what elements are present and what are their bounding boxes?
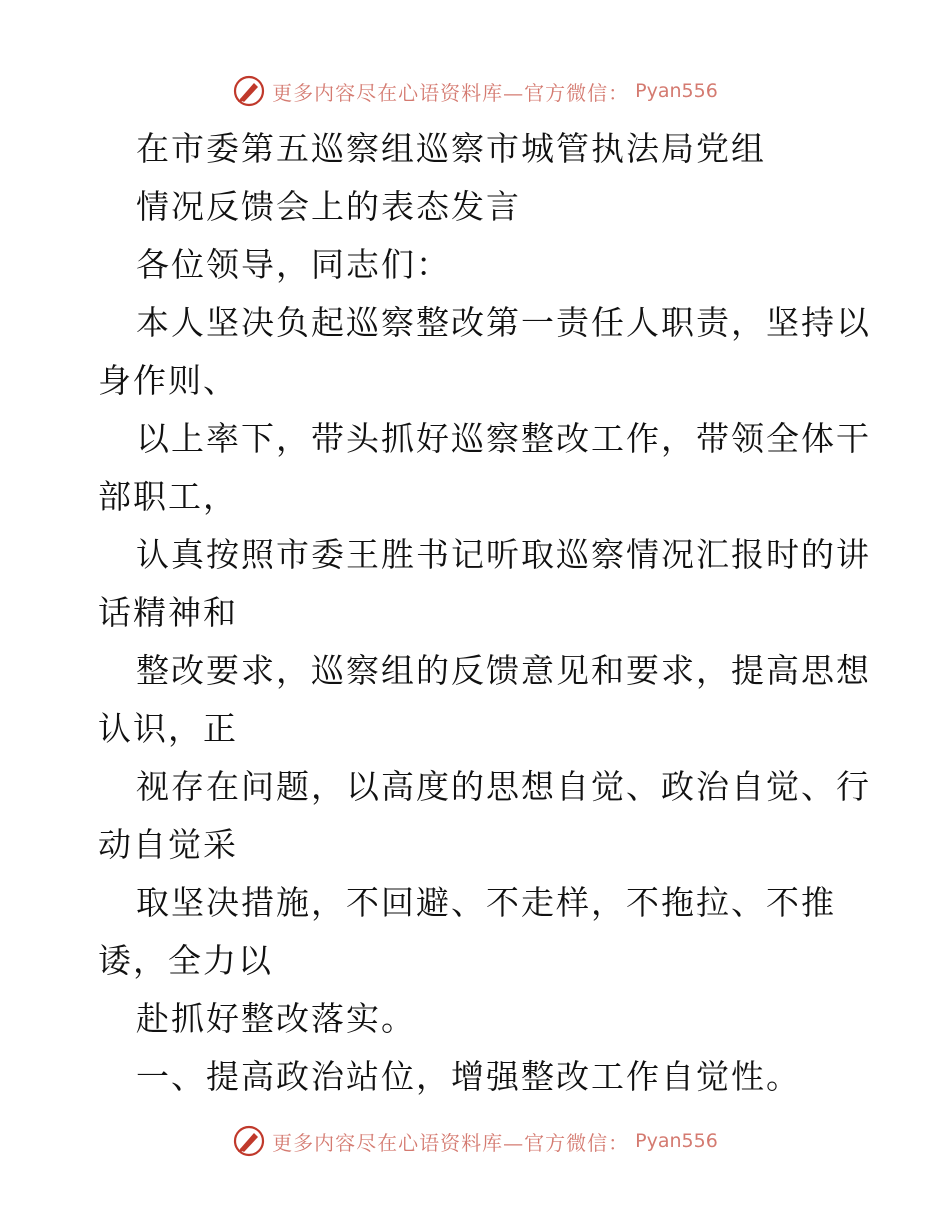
- paragraph-line: 动自觉采: [98, 825, 238, 864]
- section-heading: 一、提高政治站位，增强整改工作自觉性。: [136, 1057, 801, 1096]
- brand-logo-icon: [232, 74, 266, 108]
- paragraph-line: 本人坚决负起巡察整改第一责任人职责，坚持以: [136, 303, 871, 342]
- paragraph-line: 整改要求，巡察组的反馈意见和要求，提高思想: [136, 651, 871, 690]
- paragraph-line: 认真按照市委王胜书记听取巡察情况汇报时的讲: [136, 535, 871, 574]
- brand-logo-icon: [232, 1124, 266, 1158]
- paragraph-line: 视存在问题，以高度的思想自觉、政治自觉、行: [136, 767, 871, 806]
- paragraph-line: 诿，全力以: [98, 941, 273, 980]
- banner-text: 更多内容尽在心语资料库—官方微信：: [272, 80, 630, 105]
- salutation: 各位领导，同志们：: [136, 245, 451, 284]
- paragraph-line: 话精神和: [98, 593, 238, 632]
- paragraph-line: 取坚决措施，不回避、不走样，不拖拉、不推: [136, 883, 836, 922]
- title-line-2: 情况反馈会上的表态发言: [136, 187, 521, 226]
- header-watermark-banner: [0, 74, 950, 108]
- paragraph-line: 认识，正: [98, 709, 238, 748]
- banner-handle: Pyan556: [635, 80, 718, 102]
- paragraph-line: 身作则、: [98, 361, 238, 400]
- paragraph-line: 部职工，: [98, 477, 238, 516]
- paragraph-line: 以上率下，带头抓好巡察整改工作，带领全体干: [136, 419, 871, 458]
- title-line-1: 在市委第五巡察组巡察市城管执法局党组: [136, 129, 766, 168]
- banner-text: 更多内容尽在心语资料库—官方微信：: [272, 1130, 630, 1155]
- document-body: [98, 120, 871, 1106]
- paragraph-line: 赴抓好整改落实。: [136, 999, 416, 1038]
- banner-handle: Pyan556: [635, 1130, 718, 1152]
- footer-watermark-banner: [0, 1124, 950, 1158]
